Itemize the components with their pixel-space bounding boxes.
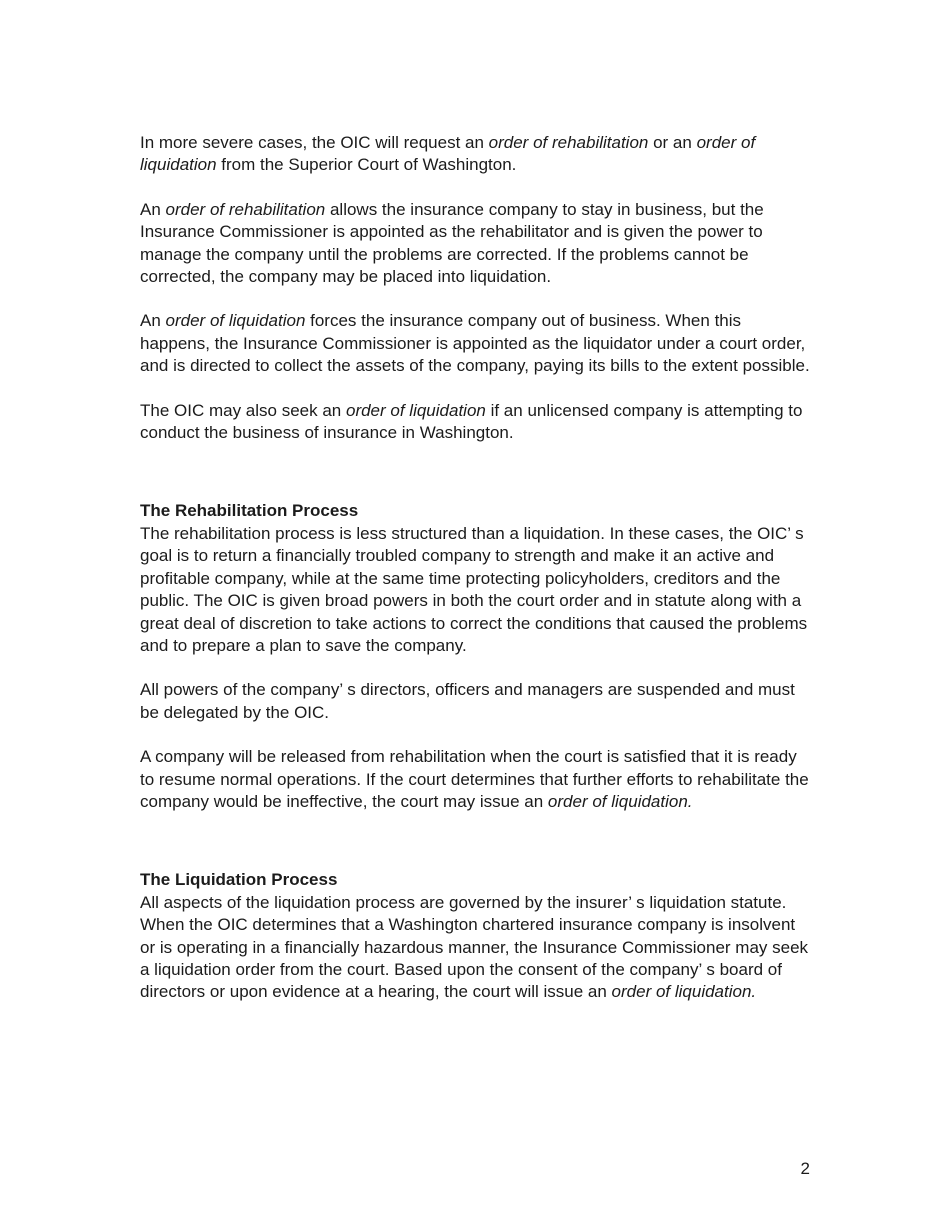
paragraph [140, 132, 810, 177]
document-content [140, 132, 810, 1026]
text-segment: The Rehabilitation Process [140, 501, 359, 521]
paragraph [140, 523, 810, 657]
paragraph [140, 892, 810, 1004]
section-heading [140, 500, 810, 522]
text-segment: An [140, 199, 166, 219]
paragraph [140, 679, 810, 724]
italic-phrase: order of liquidation [165, 311, 306, 331]
italic-phrase: order of rehabilitation [165, 199, 326, 219]
text-segment: All aspects of the liquidation process are governed by the insurer’ s liquidation statute. When the OIC determines that a Washington chartered insurance company is insolvent or is operating in a financially hazardous manner, the Insurance Commissioner may seek a liquidation order from the court. Based upon the consent of the company’ s board of directors or upon evidence at a hearing, the court will issue an [140, 892, 809, 1002]
text-segment: In more severe cases, the OIC will request an [140, 133, 489, 152]
page-number: 2 [800, 1159, 810, 1178]
text-segment: The Liquidation Process [140, 870, 338, 890]
text-segment: A company will be released from rehabilitation when the court is satisfied that it is ready to resume normal operations. If the court determines that further efforts to rehabilitate the company would be ineffective, the court may issue an [140, 747, 809, 811]
italic-phrase: order of liquidation [140, 133, 756, 175]
text-segment: The OIC may also seek an [140, 400, 346, 420]
italic-phrase: order of liquidation [345, 400, 486, 420]
text-segment: forces the insurance company out of business. When this happens, the Insurance Commissioner is appointed as the liquidator under a court order, and is directed to collect the assets of the company, paying its bills to the extent possible. [140, 311, 810, 376]
paragraph [140, 746, 810, 813]
text-segment: from the Superior Court of Washington. [216, 155, 517, 175]
text-segment: An [140, 311, 166, 331]
section-heading [140, 869, 810, 891]
text-segment: All powers of the company’ s directors, officers and managers are suspended and must be delegated by the OIC. [140, 680, 795, 722]
paragraph [140, 199, 810, 289]
text-segment: The rehabilitation process is less structured than a liquidation. In these cases, the OIC’ s goal is to return a financially troubled company to strength and make it an active and profitable company, while at the same time protecting policyholders, creditors and the public. The OIC is given broad powers in both the court order and in statute along with a great deal of discretion to take actions to correct the conditions that caused the problems and to prepare a plan to save the company. [140, 523, 808, 655]
paragraph [140, 400, 810, 445]
paragraph [140, 310, 810, 377]
italic-phrase: order of rehabilitation [488, 133, 649, 152]
italic-phrase: order of liquidation. [547, 791, 693, 811]
text-segment: allows the insurance company to stay in business, but the Insurance Commissioner is appointed as the rehabilitator and is given the power to manage the company until the problems are corrected. If the problems cannot be corrected, the company may be placed into liquidation. [140, 199, 764, 287]
text-segment: or an [648, 133, 697, 152]
text-segment: if an unlicensed company is attempting to conduct the business of insurance in Washington. [140, 400, 803, 443]
italic-phrase: order of liquidation. [611, 982, 757, 1002]
